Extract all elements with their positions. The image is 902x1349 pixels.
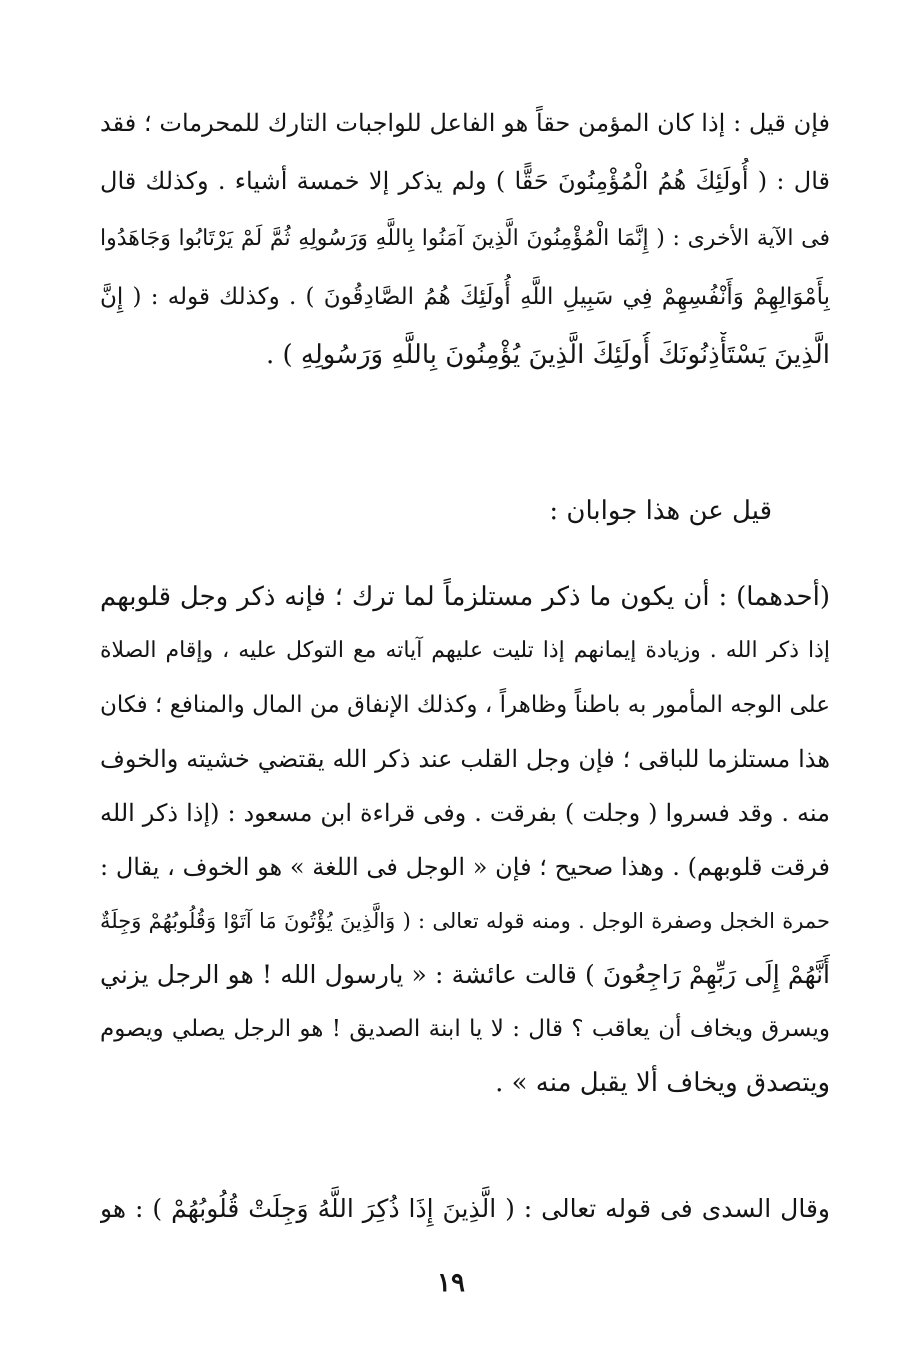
text-line: أَنَّهُمْ إِلَى رَبِّهِمْ رَاجِعُونَ ) قالت عائشة : « يارسول الله ! هو الرجل يزني	[100, 960, 830, 989]
text-line: فإن قيل : إذا كان المؤمن حقاً هو الفاعل للواجبات التارك للمحرمات ؛ فقد	[100, 109, 830, 137]
text-line: ويسرق ويخاف أن يعاقب ؟ قال : لا يا ابنة الصديق ! هو الرجل يصلي ويصوم	[100, 1016, 830, 1042]
section-heading: قيل عن هذا جوابان :	[549, 496, 772, 526]
text-line: بِأَمْوَالِهِمْ وَأَنْفُسِهِمْ فِي سَبِيلِ اللَّهِ أُولَئِكَ هُمُ الصَّادِقُونَ ) . وكذلك قوله : ( إِنَّ	[100, 284, 830, 310]
text-line: إذا ذكر الله . وزيادة إيمانهم إذا تليت عليهم آياته مع التوكل عليه ، وإقام الصلاة	[100, 638, 830, 663]
text-line: فرقت قلوبهم) . وهذا صحيح ؛ فإن « الوجل فى اللغة » هو الخوف ، يقال :	[100, 853, 830, 881]
text-line: منه . وقد فسروا ( وجلت ) بفرقت . وفى قراءة ابن مسعود : (إذا ذكر الله	[100, 799, 830, 827]
text-line: وقال السدى فى قوله تعالى : ( الَّذِينَ إِذَا ذُكِرَ اللَّهُ وَجِلَتْ قُلُوبُهُمْ ) : هو	[100, 1194, 830, 1223]
text-line: (أحدهما) : أن يكون ما ذكر مستلزماً لما ترك ؛ فإنه ذكر وجل قلوبهم	[100, 582, 830, 612]
paragraph-suddi	[100, 1186, 830, 1232]
text-line: على الوجه المأمور به باطناً وظاهراً ، وكذلك الإنفاق من المال والمنافع ؛ فكان	[100, 692, 830, 718]
paragraph-answer	[100, 574, 830, 1144]
text-line: فى الآية الأخرى : ( إِنَّمَا الْمُؤْمِنُونَ الَّذِينَ آمَنُوا بِاللَّهِ وَرَسُولِهِ ثُمَّ لَمْ يَرْتَابُوا وَجَاهَدُوا	[100, 226, 830, 251]
text-line: هذا مستلزما للباقى ؛ فإن وجل القلب عند ذكر الله يقتضي خشيته والخوف	[100, 745, 830, 773]
page-number: ١٩	[437, 1268, 465, 1298]
text-line: قال : ( أُولَئِكَ هُمُ الْمُؤْمِنُونَ حَقًّا ) ولم يذكر إلا خمسة أشياء . وكذلك قال	[100, 167, 830, 195]
paragraph-question	[100, 100, 830, 380]
text-line: الَّذِينَ يَسْتَأْذِنُونَكَ أُولَئِكَ الَّذِينَ يُؤْمِنُونَ بِاللَّهِ وَرَسُولِهِ ) .	[265, 340, 830, 370]
text-line: ويتصدق ويخاف ألا يقبل منه » .	[495, 1068, 830, 1098]
text-line: حمرة الخجل وصفرة الوجل . ومنه قوله تعالى : ( وَالَّذِينَ يُؤْتُونَ مَا آتَوْا وَقُلُوبُهُمْ وَجِلَةٌ	[100, 909, 830, 933]
